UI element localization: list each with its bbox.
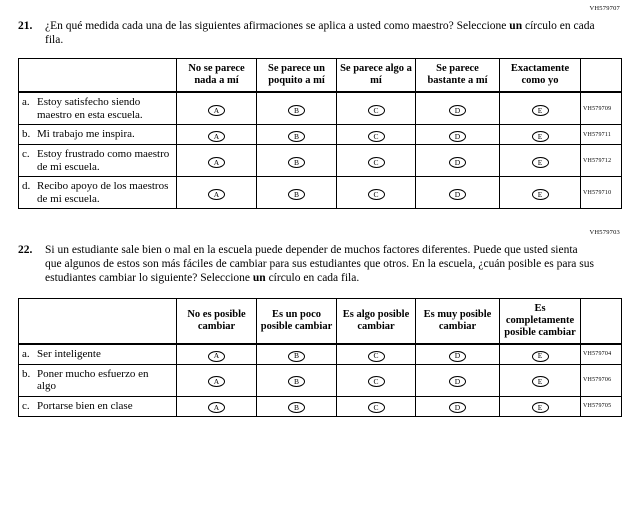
question-21-accession-code: VH579707 [589, 5, 620, 12]
item-code: VH579706 [581, 364, 622, 396]
answer-bubble-e[interactable]: E [532, 105, 549, 116]
answer-bubble-b[interactable]: B [288, 105, 305, 116]
answer-bubble-a[interactable]: A [208, 351, 225, 362]
question-22-accession-code: VH579703 [589, 229, 620, 236]
answer-cell [337, 396, 416, 416]
row-letter: c. [22, 148, 30, 160]
row-text: Estoy frustrado como maestro de mi escuela. [37, 148, 170, 173]
answer-cell [500, 396, 581, 416]
answer-cell [257, 344, 337, 364]
answer-cell [337, 344, 416, 364]
answer-bubble-e[interactable]: E [532, 351, 549, 362]
row-letter: b. [22, 367, 31, 380]
answer-bubble-d[interactable]: D [449, 157, 466, 168]
answer-bubble-d[interactable]: D [449, 131, 466, 142]
answer-bubble-a[interactable]: A [208, 376, 225, 387]
question-text-before: ¿En qué medida cada una de las siguientes afirmaciones se aplica a usted como maestro? Seleccione [45, 20, 510, 32]
row-letter: b. [22, 128, 31, 141]
answer-bubble-b[interactable]: B [288, 376, 305, 387]
answer-bubble-c[interactable]: C [368, 189, 385, 200]
answer-bubble-a[interactable]: A [208, 105, 225, 116]
answer-bubble-a[interactable]: A [208, 131, 225, 142]
answer-cell [337, 364, 416, 396]
table-row [19, 92, 622, 125]
answer-cell [500, 364, 581, 396]
row-text: Ser inteligente [37, 348, 101, 360]
answer-cell [337, 177, 416, 209]
row-label [19, 344, 177, 364]
header-row [19, 59, 622, 93]
answer-cell [416, 145, 500, 177]
answer-bubble-c[interactable]: C [368, 105, 385, 116]
item-code: VH579705 [581, 396, 622, 416]
empty-header-cell [581, 299, 622, 345]
answer-cell [416, 364, 500, 396]
row-letter: c. [22, 399, 30, 412]
column-header: Se parece bastante a mí [416, 59, 500, 93]
row-letter: a. [22, 96, 30, 108]
table-row [19, 177, 622, 209]
row-label [19, 364, 177, 396]
column-header: Es muy posible cambiar [416, 299, 500, 345]
item-code: VH579709 [581, 92, 622, 125]
answer-cell [257, 145, 337, 177]
answer-cell [500, 145, 581, 177]
answer-bubble-c[interactable]: C [368, 402, 385, 413]
row-text: Mi trabajo me inspira. [37, 128, 135, 141]
answer-bubble-d[interactable]: D [449, 351, 466, 362]
answer-bubble-c[interactable]: C [368, 351, 385, 362]
item-code: VH579711 [581, 125, 622, 145]
item-code: VH579704 [581, 344, 622, 364]
answer-cell [500, 344, 581, 364]
answer-cell [500, 125, 581, 145]
row-text: Portarse bien en clase [37, 399, 133, 412]
answer-cell [416, 177, 500, 209]
column-header: Se parece algo a mí [337, 59, 416, 93]
empty-header-cell [581, 59, 622, 93]
answer-bubble-e[interactable]: E [532, 157, 549, 168]
answer-cell [177, 364, 257, 396]
column-header: Es completamente posible cambiar [500, 299, 581, 345]
answer-bubble-b[interactable]: B [288, 351, 305, 362]
answer-cell [177, 125, 257, 145]
answer-cell [177, 396, 257, 416]
item-code: VH579710 [581, 177, 622, 209]
empty-header-cell [19, 59, 177, 93]
row-text: Poner mucho esfuerzo en algo [37, 367, 149, 392]
question-text [45, 19, 597, 47]
answer-bubble-e[interactable]: E [532, 376, 549, 387]
answer-cell [416, 125, 500, 145]
answer-cell [257, 92, 337, 125]
question-21-prompt [18, 19, 621, 47]
row-label [19, 177, 177, 209]
answer-bubble-a[interactable]: A [208, 189, 225, 200]
answer-cell [177, 177, 257, 209]
answer-bubble-d[interactable]: D [449, 376, 466, 387]
answer-cell [257, 125, 337, 145]
table-row [19, 396, 622, 416]
row-letter: a. [22, 348, 30, 360]
answer-cell [257, 177, 337, 209]
answer-cell [177, 344, 257, 364]
column-header: Se parece un poquito a mí [257, 59, 337, 93]
answer-cell [257, 396, 337, 416]
column-header: No es posible cambiar [177, 299, 257, 345]
answer-bubble-c[interactable]: C [368, 131, 385, 142]
question-21-section [18, 5, 621, 209]
question-22-section [18, 229, 621, 417]
answer-cell [416, 396, 500, 416]
question-text-before: Si un estudiante sale bien o mal en la escuela puede depender de muchos factores diferentes. Puede que usted sienta que algunos de estos son más fáciles de cambiar para sus estudiantes que otros. En la escuela, ¿cuán posible es para sus estudiantes cambiar lo siguiente? Seleccione [45, 244, 594, 284]
answer-bubble-e[interactable]: E [532, 189, 549, 200]
item-code: VH579712 [581, 145, 622, 177]
answer-cell [500, 92, 581, 125]
column-header: Es algo posible cambiar [337, 299, 416, 345]
question-number: 22. [18, 244, 33, 256]
table-row [19, 344, 622, 364]
answer-bubble-b[interactable]: B [288, 131, 305, 142]
answer-bubble-e[interactable]: E [532, 402, 549, 413]
answer-cell [337, 92, 416, 125]
answer-cell [416, 92, 500, 125]
answer-bubble-a[interactable]: A [208, 157, 225, 168]
answer-cell [337, 145, 416, 177]
row-label [19, 396, 177, 416]
answer-cell [416, 344, 500, 364]
table-row [19, 364, 622, 396]
answer-cell [177, 92, 257, 125]
question-number: 21. [18, 20, 33, 32]
row-text: Estoy satisfecho siendo maestro en esta escuela. [37, 96, 143, 121]
question-21-response-table [18, 58, 622, 209]
header-row [19, 299, 622, 345]
answer-bubble-c[interactable]: C [368, 157, 385, 168]
answer-bubble-c[interactable]: C [368, 376, 385, 387]
row-label [19, 125, 177, 145]
row-label [19, 92, 177, 125]
question-text-bold-word: un [252, 272, 266, 284]
answer-bubble-d[interactable]: D [449, 189, 466, 200]
answer-bubble-b[interactable]: B [288, 157, 305, 168]
answer-bubble-e[interactable]: E [532, 131, 549, 142]
question-text-bold-word: un [509, 20, 523, 32]
row-text: Recibo apoyo de los maestros de mi escuela. [37, 180, 169, 205]
table-row [19, 145, 622, 177]
table-row [19, 125, 622, 145]
answer-bubble-a[interactable]: A [208, 402, 225, 413]
answer-cell [177, 145, 257, 177]
column-header: Es un poco posible cambiar [257, 299, 337, 345]
question-22-response-table [18, 298, 622, 417]
question-text [45, 243, 597, 285]
answer-cell [337, 125, 416, 145]
column-header: No se parece nada a mí [177, 59, 257, 93]
answer-bubble-d[interactable]: D [449, 105, 466, 116]
empty-header-cell [19, 299, 177, 345]
column-header: Exactamente como yo [500, 59, 581, 93]
question-text-after: círculo en cada fila. [265, 272, 360, 284]
row-letter: d. [22, 180, 31, 192]
answer-bubble-d[interactable]: D [449, 402, 466, 413]
answer-cell [500, 177, 581, 209]
question-22-prompt [18, 243, 621, 285]
question-text-after: círculo en cada fila. [45, 20, 595, 46]
answer-bubble-b[interactable]: B [288, 402, 305, 413]
answer-bubble-b[interactable]: B [288, 189, 305, 200]
row-label [19, 145, 177, 177]
answer-cell [257, 364, 337, 396]
